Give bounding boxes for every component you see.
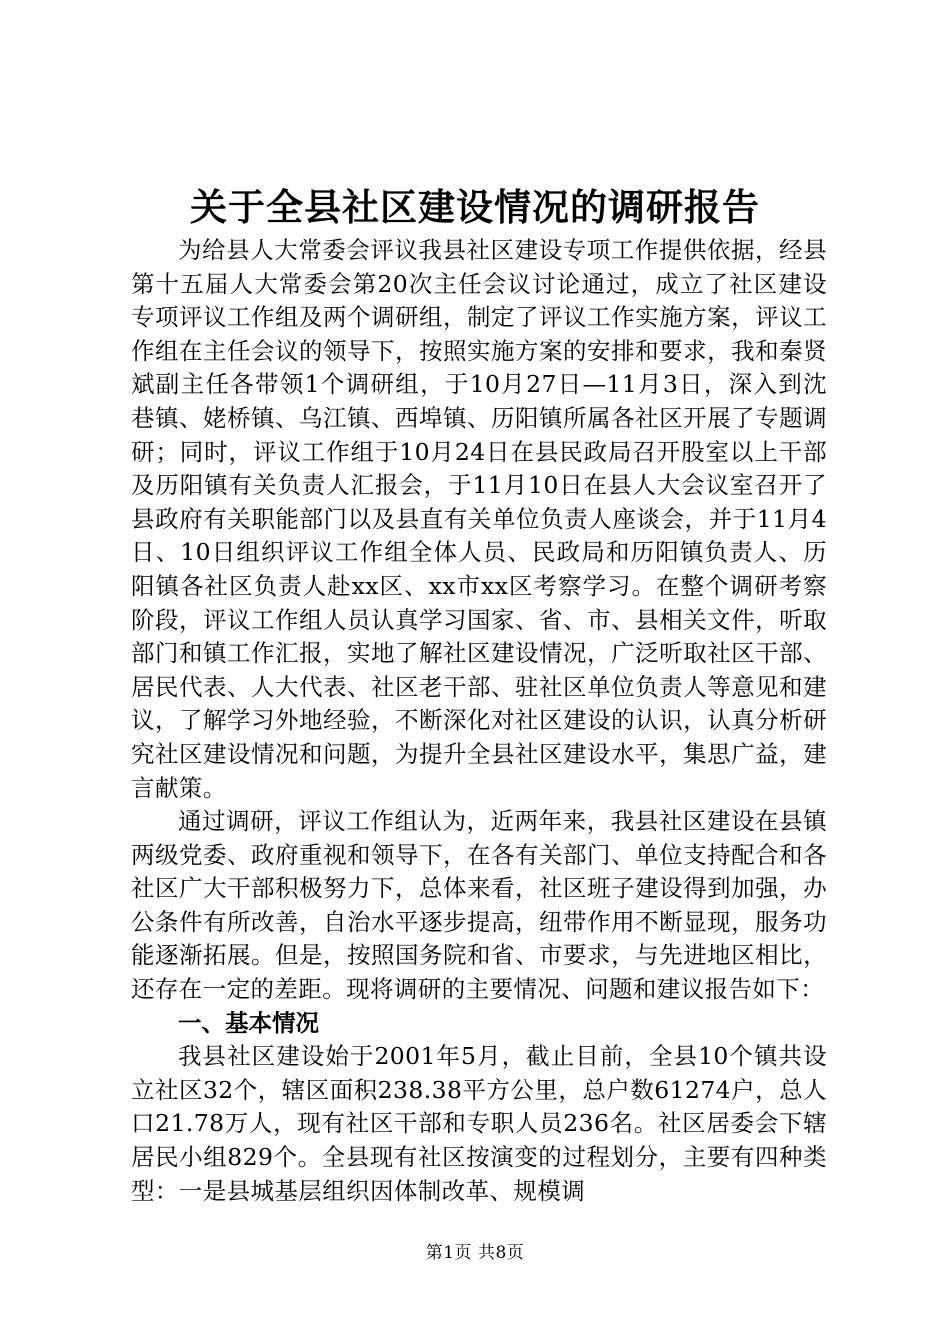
document-body <box>131 234 827 1208</box>
page-number-footer: 第1页 共8页 <box>425 1243 525 1263</box>
section-paragraph: 我县社区建设始于2001年5月，截止目前，全县10个镇共设立社区32个，辖区面积238.38平方公里，总户数61274户，总人口21.78万人，现有社区干部和专职人员236名。社区居委会下辖居民小组829个。全县现有社区按演变的过程划分，主要有四种类型：一是县城基层组织因体制改革、规模调 <box>131 1042 827 1205</box>
section-heading-basic-situation: 一、基本情况 <box>178 1008 319 1037</box>
document-title: 关于全县社区建设情况的调研报告 <box>190 186 760 229</box>
summary-paragraph: 通过调研，评议工作组认为，近两年来，我县社区建设在县镇两级党委、政府重视和领导下，在各有关部门、单位支持配合和各社区广大干部积极努力下，总体来看，社区班子建设得到加强，办公条件有所改善，自治水平逐步提高，纽带作用不断显现，服务功能逐渐拓展。但是，按照国务院和省、市要求，与先进地区相比，还存在一定的差距。现将调研的主要情况、问题和建议报告如下： <box>131 807 827 1004</box>
intro-paragraph: 为给县人大常委会评议我县社区建设专项工作提供依据，经县第十五届人大常委会第20次主任会议讨论通过，成立了社区建设专项评议工作组及两个调研组，制定了评议工作实施方案，评议工作组在主任会议的领导下，按照实施方案的安排和要求，我和秦贤斌副主任各带领1个调研组，于10月27日—11月3日，深入到沈巷镇、姥桥镇、乌江镇、西埠镇、历阳镇所属各社区开展了专题调研；同时，评议工作组于10月24日在县民政局召开股室以上干部及历阳镇有关负责人汇报会，于11月10日在县人大会议室召开了县政府有关职能部门以及县直有关单位负责人座谈会，并于11月4日、10日组织评议工作组全体人员、民政局和历阳镇负责人、历阳镇各社区负责人赴xx区、xx市xx区考察学习。在整个调研考察阶段，评议工作组人员认真学习国家、省、市、县相关文件，听取部门和镇工作汇报，实地了解社区建设情况，广泛听取社区干部、居民代表、人大代表、社区老干部、驻社区单位负责人等意见和建议，了解学习外地经验，不断深化对社区建设的认识，认真分析研究社区建设情况和问题，为提升全县社区建设水平，集思广益，建言献策。 <box>131 236 827 802</box>
